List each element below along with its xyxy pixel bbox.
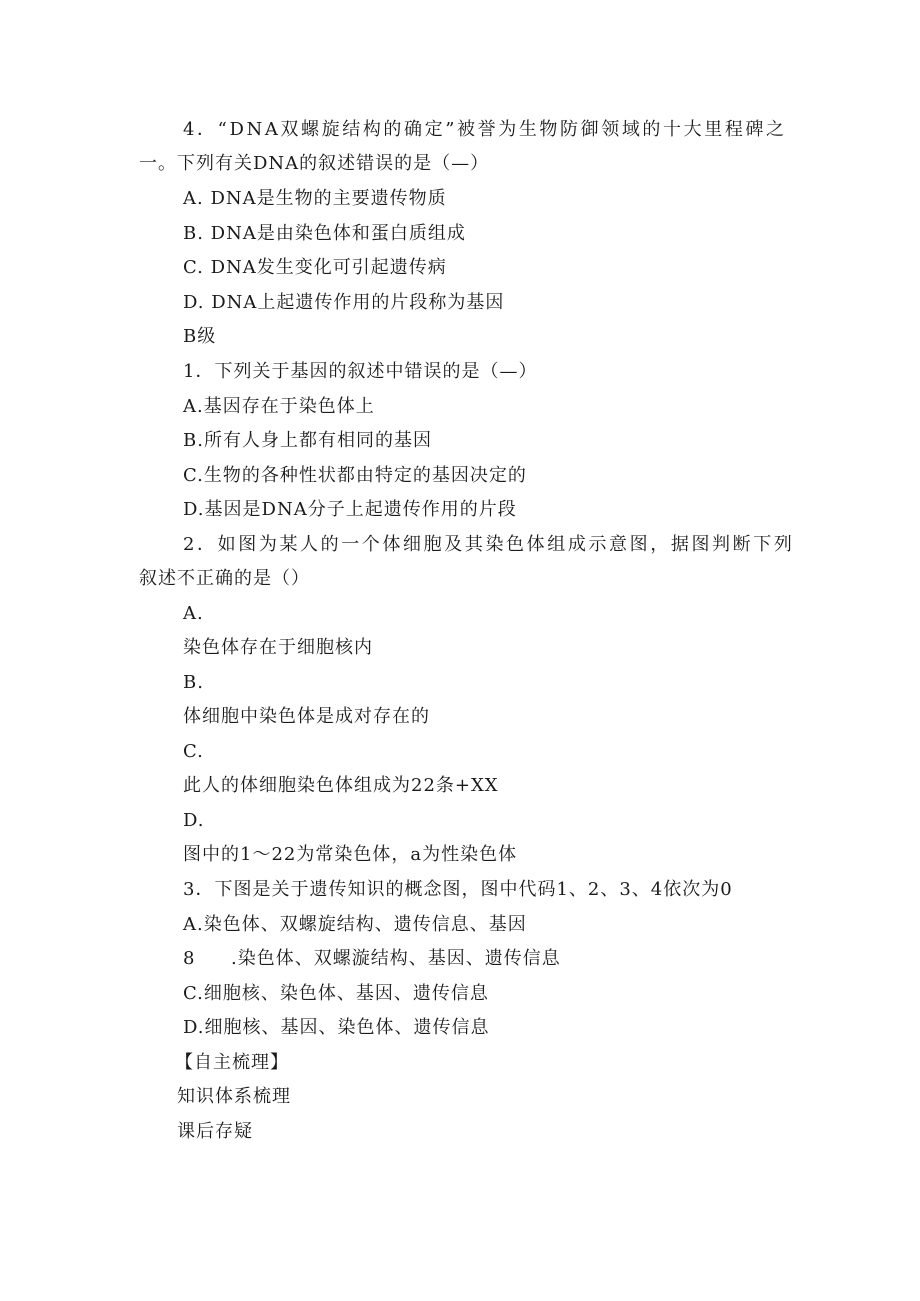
question-b2-option-b-letter: B.	[183, 672, 204, 693]
question-b3-stem: 3．下图是关于遗传知识的概念图，图中代码1、2、3、4依次为0	[183, 879, 733, 900]
question-b2-option-c-text: 此人的体细胞染色体组成为22条+XX	[183, 775, 499, 796]
question-b3-option-b-text: .染色体、双螺漩结构、基因、遗传信息	[231, 948, 561, 969]
question-b1-option-c: C.生物的各种性状都由特定的基因决定的	[183, 465, 527, 486]
question-b3-option-b-number: 8	[183, 948, 196, 969]
question-b2-option-c-letter: C.	[183, 741, 204, 762]
question-b3-option-b	[183, 947, 561, 971]
question-b2-option-a-text: 染色体存在于细胞核内	[183, 637, 373, 658]
question-b1-option-b: B.所有人身上都有相同的基因	[183, 430, 432, 451]
question-b1-option-a: A.基因存在于染色体上	[183, 396, 375, 417]
question-4-stem-line1: 4．“DNA双螺旋结构的确定”被誉为生物防御领域的十大里程碑之	[183, 119, 787, 140]
question-b3-option-a: A.染色体、双螺旋结构、遗传信息、基因	[183, 914, 527, 935]
question-4-option-d: D. DNA上起遗传作用的片段称为基因	[183, 292, 505, 313]
question-b3-option-d: D.细胞核、基因、染色体、遗传信息	[183, 1017, 490, 1038]
question-b2-option-d-letter: D.	[183, 810, 205, 831]
self-review-heading: 【自主梳理】	[175, 1052, 289, 1073]
question-4-option-c: C. DNA发生变化可引起遗传病	[183, 257, 447, 278]
question-4-option-b: B. DNA是由染色体和蛋白质组成	[183, 223, 466, 244]
question-b2-option-a-letter: A.	[183, 603, 204, 624]
question-b2-option-d-text: 图中的1～22为常染色体，a为性染色体	[183, 844, 518, 865]
question-4-stem-line2: 一。下列有关DNA的叙述错误的是（—）	[139, 153, 490, 174]
self-review-knowledge-system: 知识体系梳理	[177, 1086, 291, 1107]
level-b-heading: B级	[183, 326, 217, 347]
question-b1-option-d: D.基因是DNA分子上起遗传作用的片段	[183, 499, 517, 520]
question-b2-option-b-text: 体细胞中染色体是成对存在的	[183, 706, 430, 727]
question-b3-option-c: C.细胞核、染色体、基因、遗传信息	[183, 983, 489, 1004]
self-review-after-class-questions: 课后存疑	[177, 1121, 253, 1142]
question-b2-stem-line2: 叙述不正确的是（）	[139, 568, 310, 589]
question-b2-stem-line1: 2．如图为某人的一个体细胞及其染色体组成示意图，据图判断下列	[183, 534, 795, 555]
question-b1-stem: 1．下列关于基因的叙述中错误的是（—）	[183, 361, 538, 382]
question-4-option-a: A. DNA是生物的主要遗传物质	[183, 188, 447, 209]
